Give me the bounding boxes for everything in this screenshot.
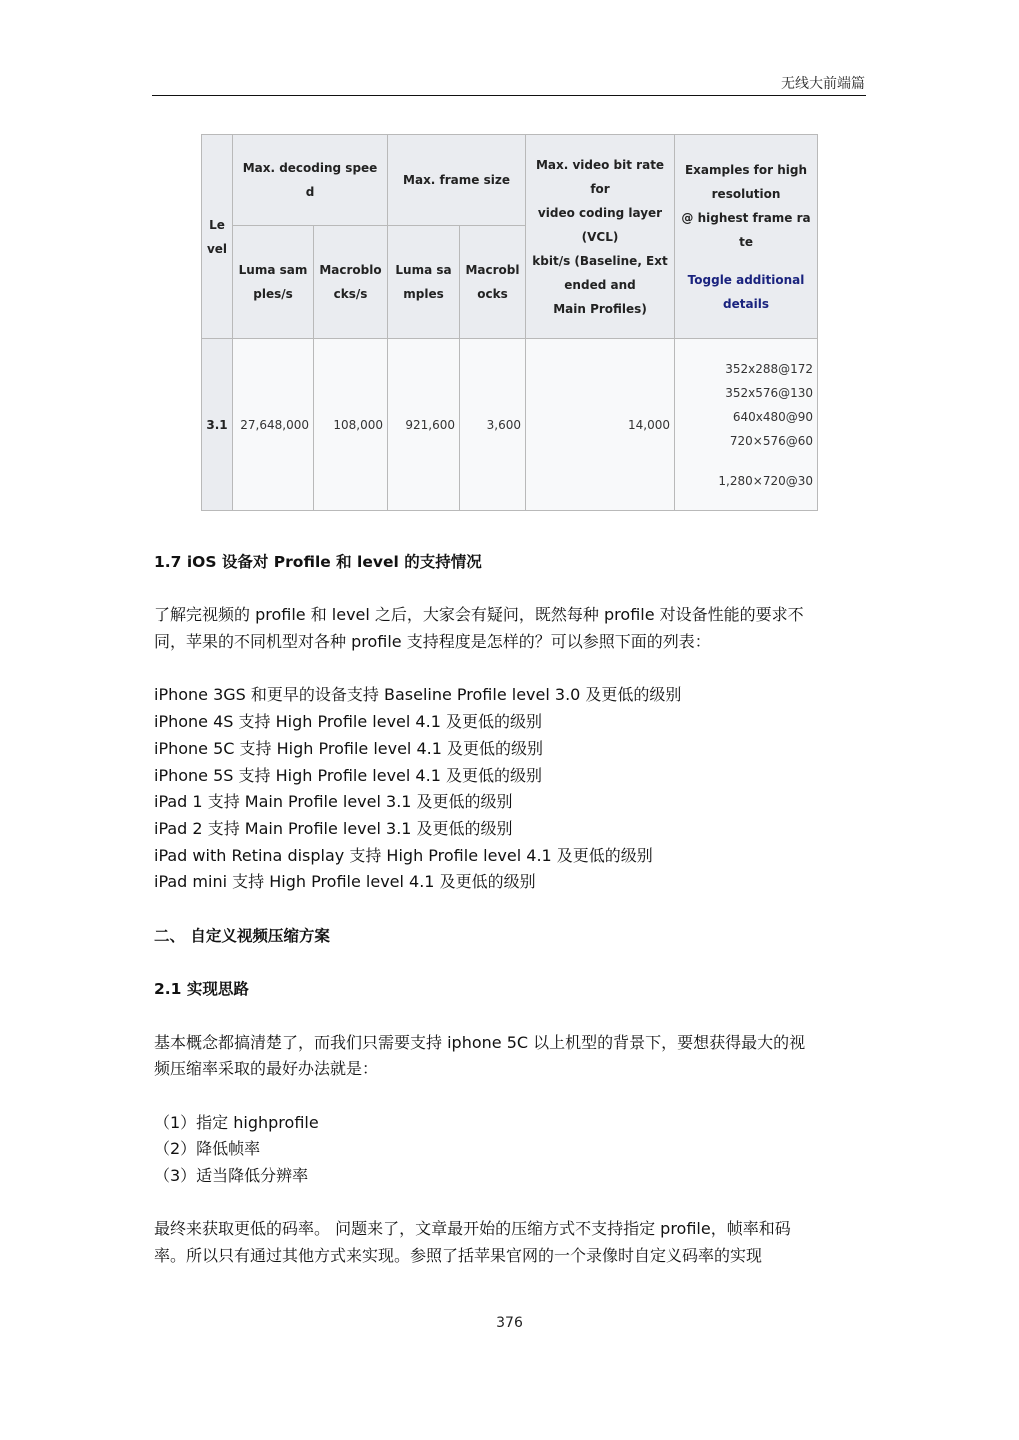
- step-item: （2）降低帧率: [154, 1139, 261, 1159]
- device-support-item: iPhone 5C 支持 High Profile level 4.1 及更低的级别: [154, 738, 543, 758]
- resolution-example: 720×576@60: [729, 433, 814, 448]
- device-support-item: iPad with Retina display 支持 High Profile level 4.1 及更低的级别: [154, 845, 653, 865]
- document-body: [154, 549, 866, 1270]
- cell-examples: [675, 339, 818, 511]
- col-header-max-frame-size: Max. frame size: [388, 135, 526, 226]
- paragraph-line: 频压缩率采取的最好办法就是：: [154, 1059, 379, 1079]
- resolution-example: 640x480@90: [732, 409, 814, 424]
- col-header-max-bitrate: Max. video bit rate for video coding layer (VCL) kbit/s (Baseline, Ext ended and Main Profiles): [526, 135, 675, 339]
- page-number: 376: [496, 1315, 523, 1331]
- col-header-luma-samples: Luma sa mples: [388, 226, 460, 339]
- device-support-item: iPad 1 支持 Main Profile level 3.1 及更低的级别: [154, 792, 513, 812]
- paragraph-line: 基本概念都搞清楚了，而我们只需要支持 iphone 5C 以上机型的背景下，要想获得最大的视: [154, 1032, 806, 1052]
- device-support-item: iPhone 5S 支持 High Profile level 4.1 及更低的级别: [154, 765, 542, 785]
- step-item: （3）适当降低分辨率: [154, 1166, 309, 1186]
- header-divider: [152, 95, 866, 96]
- section-heading-2-1: 2.1 实现思路: [154, 980, 249, 999]
- h264-level-table: [201, 134, 818, 511]
- col-header-level: Le vel: [202, 135, 233, 339]
- cell-macroblocks: 3,600: [460, 339, 526, 511]
- col-header-macroblocks-per-s: Macroblo cks/s: [314, 226, 388, 339]
- step-item: （1）指定 highprofile: [154, 1112, 319, 1132]
- intro-line: 了解完视频的 profile 和 level 之后，大家会有疑问，既然每种 profile 对设备性能的要求不: [154, 605, 804, 625]
- cell-luma-samples: 921,600: [388, 339, 460, 511]
- resolution-example: 352x288@172: [725, 361, 814, 376]
- col-header-examples: Examples for high resolution @ highest frame ra te Toggle additional details: [675, 135, 818, 339]
- col-header-luma-samples-per-s: Luma sam ples/s: [233, 226, 314, 339]
- paragraph-line: 率。所以只有通过其他方式来实现。参照了括苹果官网的一个录像时自定义码率的实现: [154, 1246, 763, 1266]
- resolution-example: 352x576@130: [725, 385, 814, 400]
- device-support-item: iPhone 3GS 和更早的设备支持 Baseline Profile level 3.0 及更低的级别: [154, 685, 682, 705]
- col-header-macroblocks: Macrobl ocks: [460, 226, 526, 339]
- toggle-details-link[interactable]: Toggle additional details: [687, 272, 805, 311]
- cell-level: 3.1: [202, 339, 233, 511]
- intro-line: 同，苹果的不同机型对各种 profile 支持程度是怎样的？可以参照下面的列表：: [154, 632, 711, 652]
- table-row: [202, 339, 818, 511]
- col-header-max-decoding-speed: Max. decoding spee d: [233, 135, 388, 226]
- section-heading-1-7: 1.7 iOS 设备对 Profile 和 level 的支持情况: [154, 553, 482, 571]
- document-header-title: 无线大前端篇: [781, 76, 865, 92]
- cell-bitrate: 14,000: [526, 339, 675, 511]
- paragraph-line: 最终来获取更低的码率。 问题来了，文章最开始的压缩方式不支持指定 profile，帧率和码: [154, 1219, 791, 1239]
- section-heading-2: 二、 自定义视频压缩方案: [154, 926, 330, 945]
- resolution-example: 1,280×720@30: [718, 473, 814, 488]
- device-support-item: iPhone 4S 支持 High Profile level 4.1 及更低的级别: [154, 712, 542, 732]
- device-support-item: iPad 2 支持 Main Profile level 3.1 及更低的级别: [154, 819, 513, 838]
- cell-luma-samples-per-s: 27,648,000: [233, 339, 314, 511]
- device-support-item: iPad mini 支持 High Profile level 4.1 及更低的级别: [154, 872, 536, 892]
- cell-macroblocks-per-s: 108,000: [314, 339, 388, 511]
